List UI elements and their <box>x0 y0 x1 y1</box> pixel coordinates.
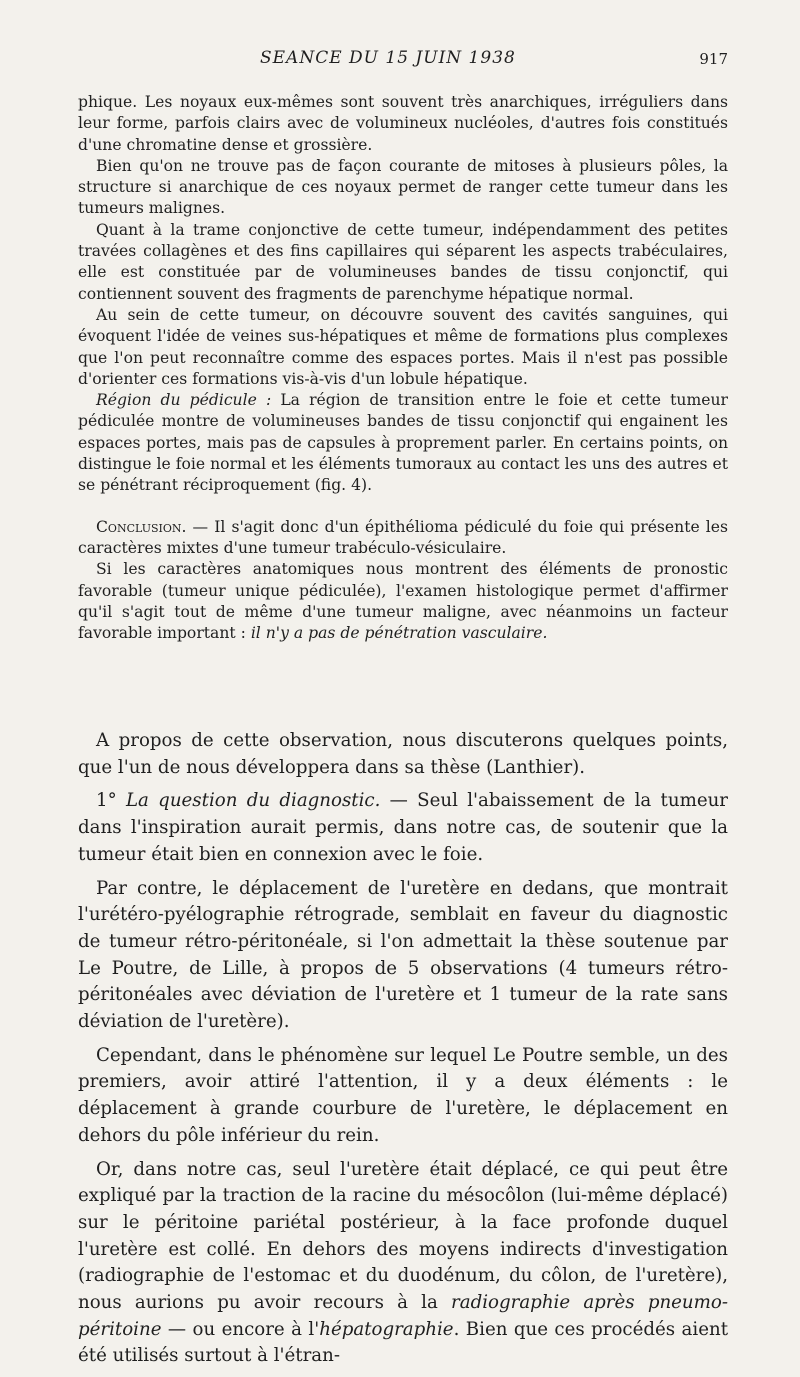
paragraph-text: — ou encore à l' <box>161 1318 320 1340</box>
paragraph <box>78 788 728 868</box>
italic-phrase: hépatographie <box>319 1318 454 1340</box>
paragraph: Au sein de cette tumeur, on découvre souvent des cavités sanguines, qui évoquent l'idée de veines sus-hépatiques et même de formations plus complexes que l'on peut reconnaître comme des espaces portes. Mais il n'est pas possible d'orienter ces formations vis-à-vis d'un lobule hépatique. <box>78 305 728 388</box>
paragraph-text: Si les caractères anatomiques nous montrent des éléments de pronostic favorable (tumeur unique pédiculée), l'examen histologique permet d'affirmer qu'il s'agit tout de même d'une tumeur maligne, avec néanmoins un facteur favorable important : <box>78 560 728 643</box>
small-text-section <box>78 92 728 644</box>
paragraph: Quant à la trame conjonctive de cette tumeur, indépendamment des petites travées collagènes et des fins capillaires qui séparent les aspects trabéculaires, elle est constituée par de volumineuses bandes de tissu conjonctif, qui contiennent souvent des fragments de parenchyme hépatique normal. <box>78 220 728 303</box>
large-text-section <box>78 728 728 1377</box>
section-label: La question du diagnostic. <box>125 790 381 812</box>
page-number: 917 <box>699 50 728 68</box>
conclusion-label: Conclusion. <box>96 517 187 536</box>
paragraph <box>78 1157 728 1371</box>
list-number: 1° <box>96 790 126 812</box>
page-header <box>0 48 800 74</box>
running-head: SEANCE DU 15 JUIN 1938 <box>260 48 516 68</box>
paragraph: Par contre, le déplacement de l'uretère en dedans, que montrait l'urétéro-pyélographie rétrograde, semblait en faveur du diagnostic de tumeur rétro-péritonéale, si l'on admettait la thèse soutenue par Le Poutre, de Lille, à propos de 5 observations (4 tumeurs rétro-péritonéales avec déviation de l'uretère et 1 tumeur de la rate sans déviation de l'uretère). <box>78 877 728 1033</box>
paragraph: Bien qu'on ne trouve pas de façon courante de mitoses à plusieurs pôles, la structure si anarchique de ces noyaux permet de ranger cette tumeur dans les tumeurs malignes. <box>78 156 728 218</box>
section-label: Région du pédicule : <box>96 391 272 410</box>
conclusion-paragraph <box>78 517 728 560</box>
paragraph-text: Or, dans notre cas, seul l'uretère était déplacé, ce qui peut être expliqué par la traction de la racine du mésocôlon (lui-même déplacé) sur le péritoine pariétal postérieur, à la face profonde duquel l'uretère est collé. En dehors des moyens indirects d'investigation (radiographie de l'estomac et du duodénum, du côlon, de l'uretère), nous aurions pu avoir recours à la <box>78 1158 728 1314</box>
paragraph-text: — Seul l'abaissement de la tumeur dans l'inspiration aurait permis, dans notre cas, de soutenir que la tumeur était bien en connexion avec le foie. <box>78 790 728 865</box>
paragraph <box>78 390 728 496</box>
paragraph <box>78 559 728 644</box>
paragraph-text: . Bien que ces procédés aient été utilisés surtout à l'étran- <box>78 1318 728 1367</box>
paragraph-text: La région de transition entre le foie et cette tumeur pédiculée montre de volumineuses bandes de tissu conjonctif qui engainent les espaces portes, mais pas de capsules à proprement parler. En certains points, on distingue le foie normal et les éléments tumoraux au contact les uns des autres et se pénétrant réciproquement (fig. 4). <box>78 391 728 495</box>
paragraph: phique. Les noyaux eux-mêmes sont souvent très anarchiques, irréguliers dans leur forme, parfois clairs avec de volumineux nucléoles, d'autres fois constitués d'une chromatine dense et grossière. <box>78 93 728 154</box>
paragraph: Cependant, dans le phénomène sur lequel Le Poutre semble, un des premiers, avoir attiré l'attention, il y a deux éléments : le déplacement à grande courbure de l'uretère, le déplacement en dehors du pôle inférieur du rein. <box>78 1044 728 1146</box>
paragraph-text: — Il s'agit donc d'un épithélioma pédiculé du foie qui présente les caractères mixtes d'une tumeur trabéculo-vésiculaire. <box>78 517 728 557</box>
paragraph: A propos de cette observation, nous discuterons quelques points, que l'un de nous développera dans sa thèse (Lanthier). <box>78 730 728 778</box>
italic-phrase: radiographie après pneumo-péritoine <box>78 1292 728 1340</box>
italic-phrase: il n'y a pas de pénétration vasculaire. <box>250 624 548 643</box>
